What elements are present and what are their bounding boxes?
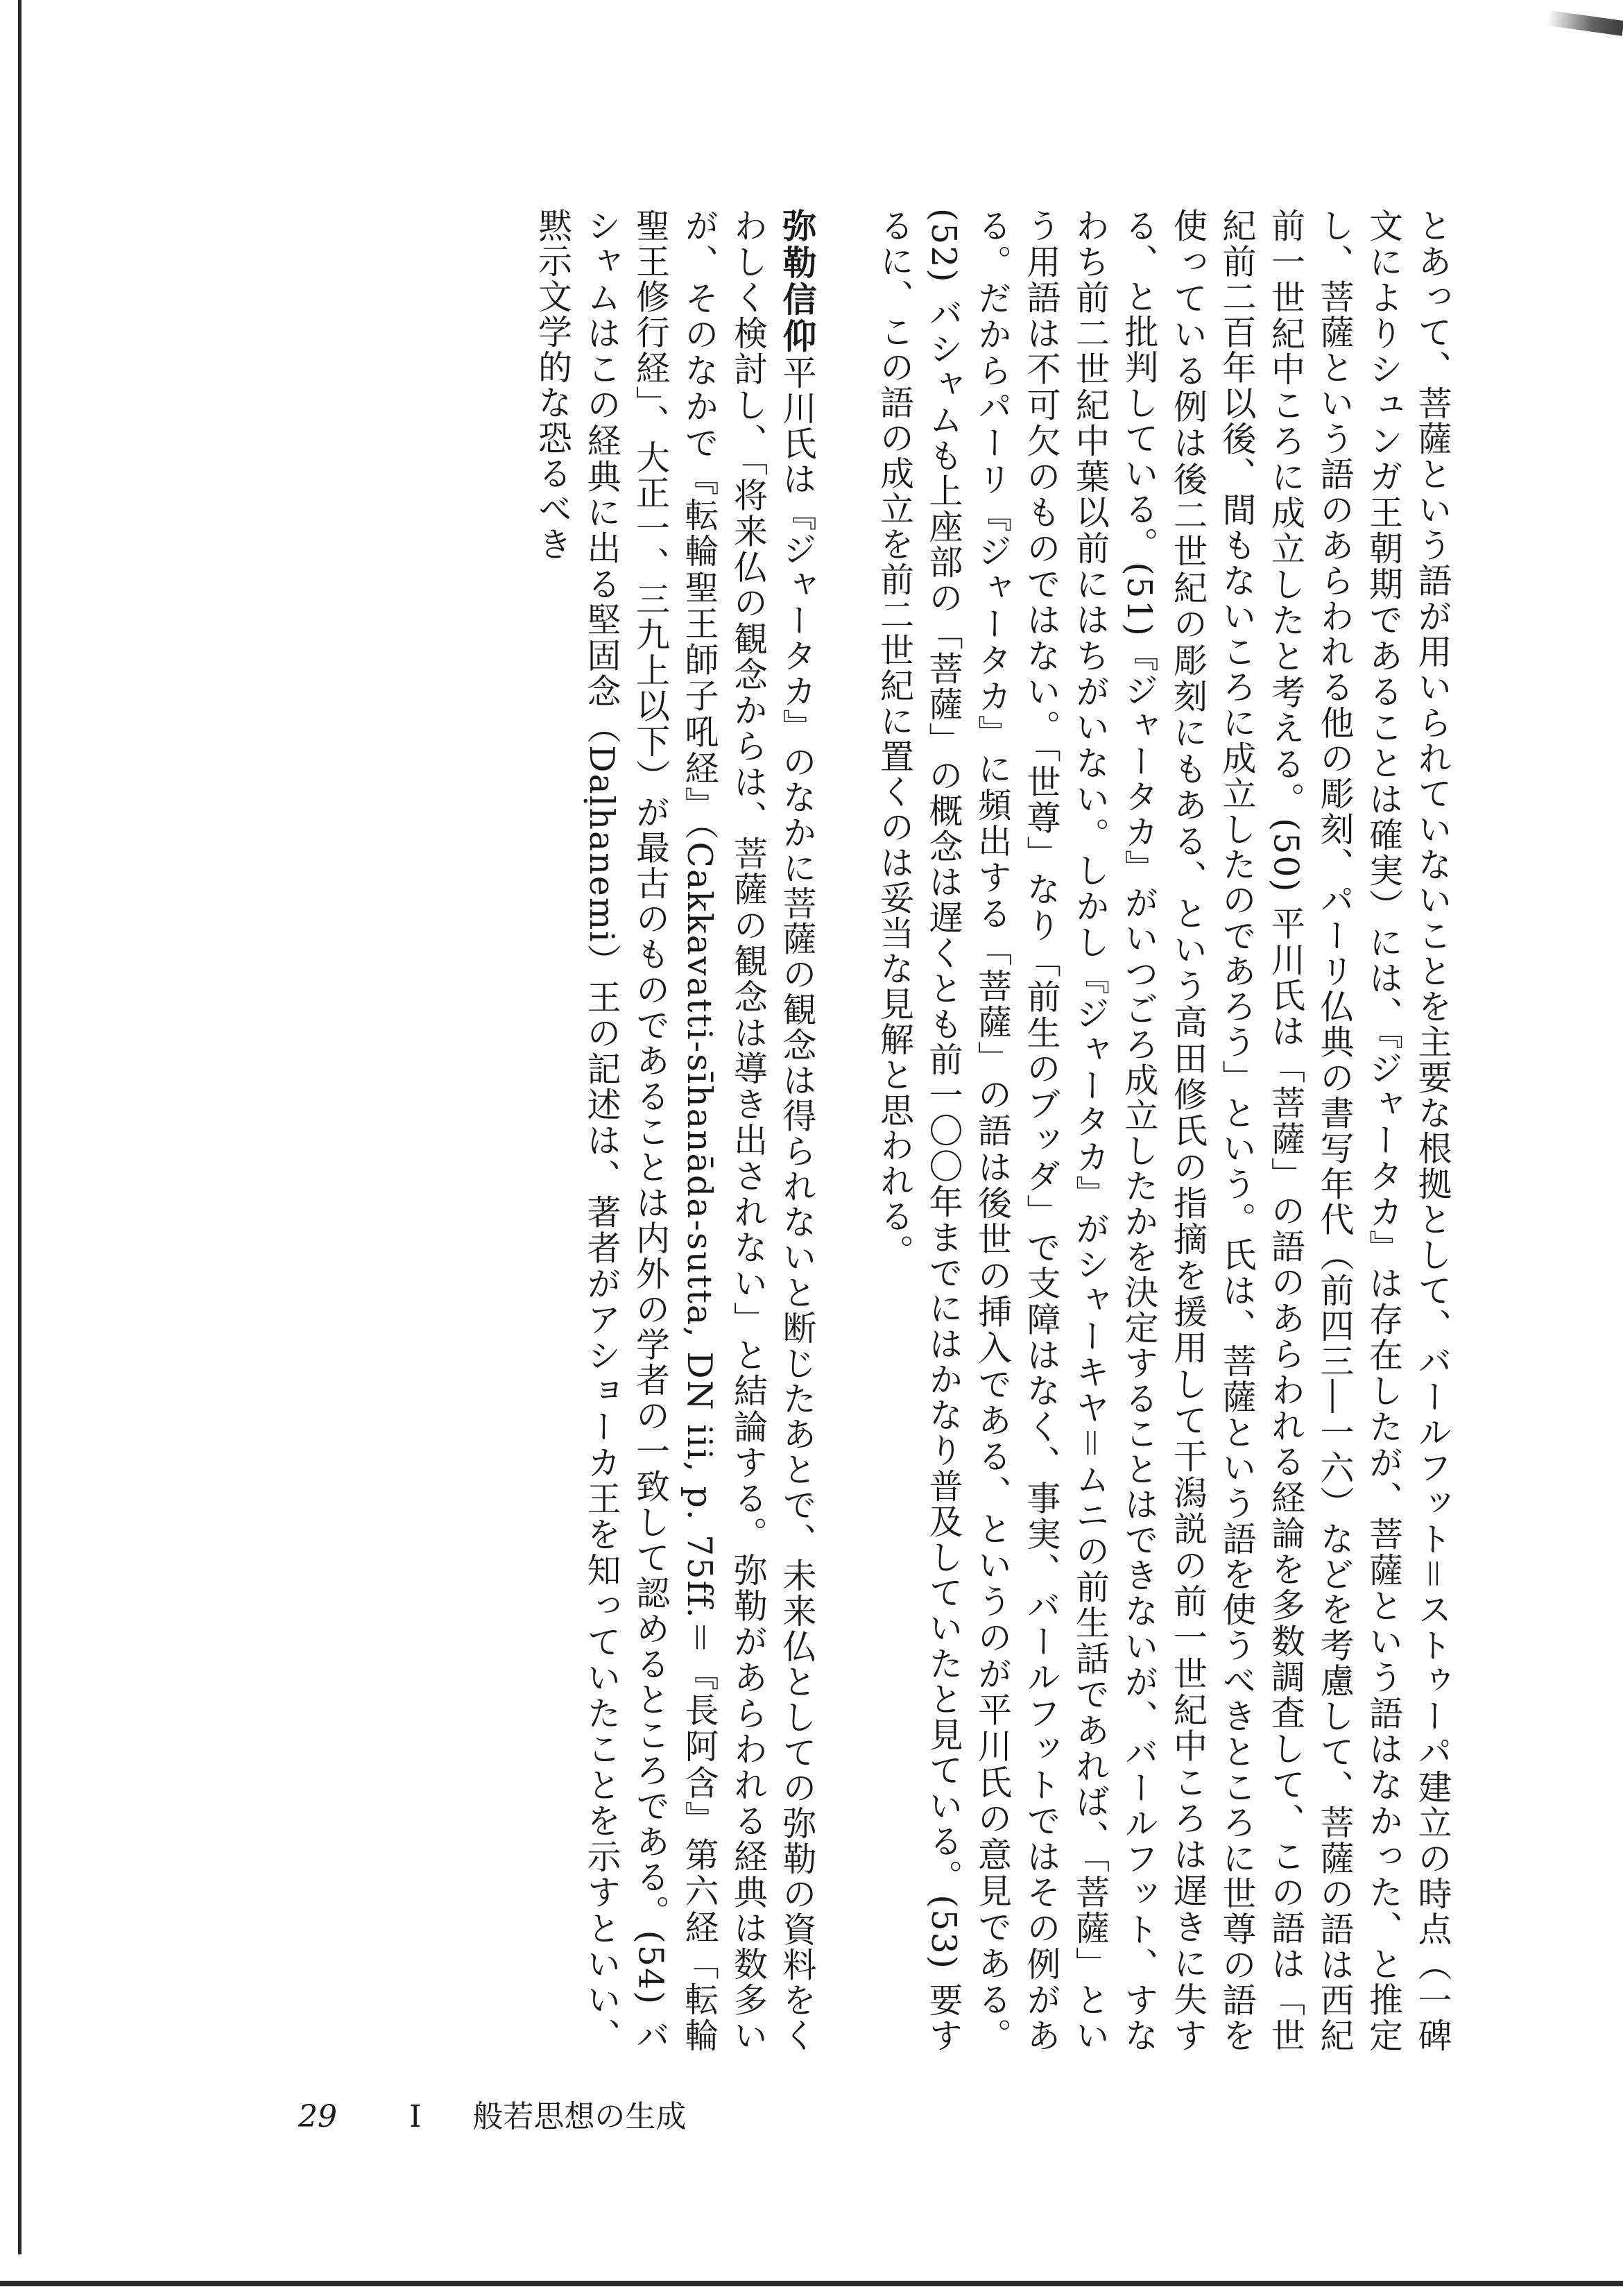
page-edge-left — [18, 0, 22, 2254]
page-edge-bottom — [0, 2281, 1623, 2286]
chapter-numeral: I — [409, 2099, 422, 2134]
page-footer — [298, 2091, 686, 2136]
scan-corner-mark — [1547, 10, 1623, 36]
section-heading: 弥勒信仰 — [778, 208, 817, 355]
body-paragraph-1: とあって、菩薩という語が用いられていないことを主要な根拠として、バールフット＝ストゥーパ建立の時点（一碑文によりシュンガ王朝期であることは確実）には、『ジャータカ』は存在したが、菩薩という語はなかった、と推定し、菩薩という語のあらわれる他の彫刻、パーリ仏典の書写年代（前四三―一六）などを考慮して、菩薩の語は西紀前一世紀中ころに成立したと考える。(50) 平川氏は「菩薩」の語のあらわれる経論を多数調査して、この語は「世紀前二百年以後、間もないころに成立したのであろう」という。氏は、菩薩という語を使うべきところに世尊の語を使っている例は後二世紀の彫刻にもある、という高田修氏の指摘を援用して干潟説の前一世紀中ころは遅きに失する、と批判している。(51)『ジャータカ』がいつごろ成立したかを決定することはできないが、バールフット、すなわち前二世紀中葉以前にはちがいない。しかし『ジャータカ』がシャーキヤ＝ムニの前生話であれば、「菩薩」という用語は不可欠のものではない。「世尊」なり「前生のブッダ」で支障はなく、事実、バールフットではその例がある。だからパーリ『ジャータカ』に頻出する「菩薩」の語は後世の挿入である、というのが平川氏の意見である。(52) バシャムも上座部の「菩薩」の概念は遅くとも前一〇〇年までにはかなり普及していたと見ている。(53) 要するに、この語の成立を前二世紀に置くのは妥当な見解と思われる。 — [875, 208, 1452, 2053]
vertical-text-body — [264, 208, 1457, 2053]
section-text: 平川氏は『ジャータカ』のなかに菩薩の観念は得られないと断じたあとで、未来仏としての弥勒の資料をくわしく検討し、「将来仏の観念からは、菩薩の観念は導き出されない」と結論する。弥勒があらわれる経典は数多いが、そのなかで『転輪聖王師子吼経』（Cakkavatti-sīhanāda-sutta, DN iii, p. 75ff.＝『長阿含』第六経「転輪聖王修行経」、大正一、三九上以下）が最古のものであることは内外の学者の一致して認めるところである。(54) バシャムはこの経典に出る堅固念（Daḷhanemi）王の記述は、著者がアショーカ王を知っていたことを示すといい、黙示文学的な恐るべき — [533, 208, 817, 2053]
chapter-title: 般若思想の生成 — [472, 2099, 687, 2134]
body-paragraph-2 — [528, 208, 821, 2053]
page-number: 29 — [298, 2099, 337, 2134]
